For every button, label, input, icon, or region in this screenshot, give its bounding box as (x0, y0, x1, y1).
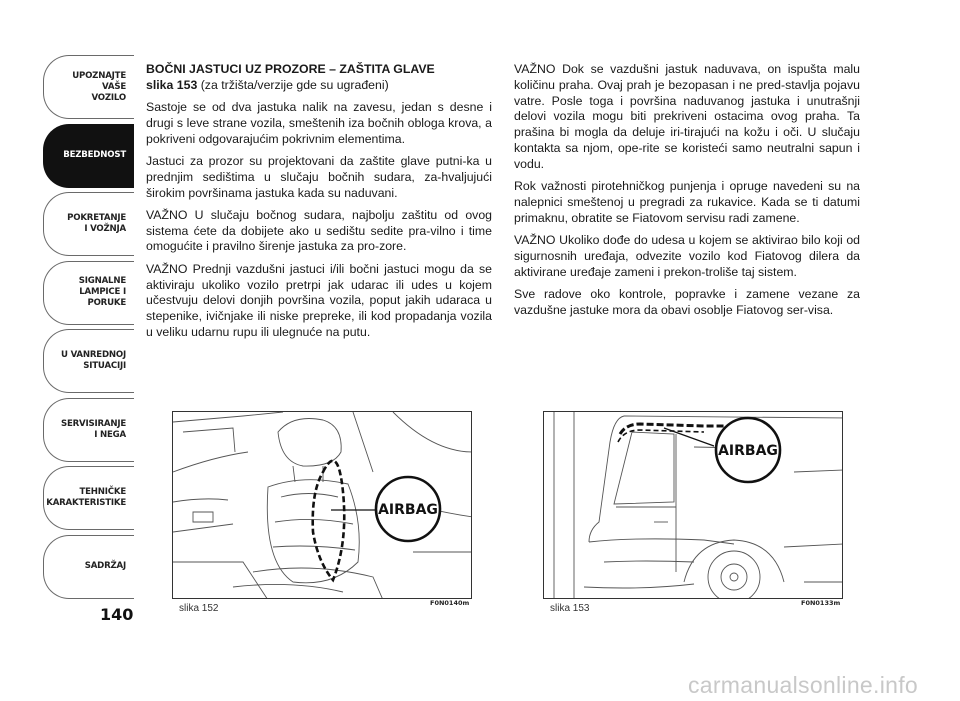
paragraph: Sastoje se od dva jastuka nalik na zavesu, jedan s desne i drugi s leve strane vozila, smeštenih iza bočnih obloga krova, a pokriveni odgovarajućim pokrivnim elementima. (146, 100, 492, 146)
figure-reference-link[interactable]: slika 153 (146, 77, 198, 92)
paragraph: VAŽNO U slučaju bočnog sudara, najbolju zaštitu od ovog sistema ćete da dobijete ako u sedištu sedite pra-vilno i time omogućite i pravilno širenje jastuka za pro-zore. (146, 207, 492, 254)
site-watermark: carmanualsonline.info (687, 672, 918, 698)
paragraph: VAŽNO Prednji vazdušni jastuci i/ili bočni jastuci mogu da se aktiviraju ukoliko vozilo pretrpi jak udarac ili udes u kojem učestvuju delovi donjih površina vozila, poput jakih udaraca u stepenike, ivičnjake ili niske prepreke, ili kod propadanja vozila u veliku udarnu rupu ili ulegnuće na putu. (146, 261, 492, 339)
left-column (146, 62, 492, 347)
figure-reference-note: (za tržišta/verzije gde su ugrađeni) (197, 77, 389, 92)
airbag-pointer-line (664, 428, 714, 446)
figure-caption: slika 152 (179, 603, 219, 614)
section-heading: BOČNI JASTUCI UZ PROZORE – ZAŠTITA GLAVE (146, 62, 435, 76)
paragraph: VAŽNO Ukoliko dođe do udesa u kojem se aktivirao bilo koji od sigurnosnih uređaja, odvezite vozilo kod Fiatovog dilera da aktivirane uređaje zameni i prekon-troliše taj sistem. (514, 232, 860, 279)
paragraph: Rok važnosti pirotehničkog punjenja i opruge navedeni su na nalepnici smeštenoj u pregradi za rukavice. Kada se ti datumi primaknu, obratite se Fiatovom servisu radi zamene. (514, 179, 860, 225)
figure-van-airbag (543, 411, 843, 599)
van-illustration (544, 412, 843, 599)
tab-bezbednost[interactable]: BEZBEDNOST (43, 124, 134, 188)
figure-code: F0N0140m (430, 599, 470, 607)
tab-pokretanje-i-voznja[interactable]: POKRETANJE I VOŽNJA (43, 192, 134, 256)
right-column (514, 62, 860, 325)
paragraph: Jastuci za prozor su projektovani da zaštite glave putni-ka u prednjim sedištima u slučaju bočnih sudara, za-hvaljujući širokim površinama jastuka kada su naduvani. (146, 153, 492, 200)
figure-seat-airbag (172, 411, 472, 599)
tab-upoznajte-vase-vozilo[interactable]: UPOZNAJTE VAŠE VOZILO (43, 55, 134, 119)
paragraph: Sve radove oko kontrole, popravke i zamene vezane za vazdušne jastuke mora da obavi osoblje Fiatovog ser-visa. (514, 286, 860, 317)
figure-code: F0N0133m (801, 599, 841, 607)
airbag-label: AIRBAG (378, 502, 438, 518)
tab-servisiranje-i-nega[interactable]: SERVISIRANJE I NEGA (43, 398, 134, 462)
tab-signalne-lampice[interactable]: SIGNALNE LAMPICE I PORUKE (43, 261, 134, 325)
tab-tehnicke-karakteristike[interactable]: TEHNIČKE KARAKTERISTIKE (43, 466, 134, 530)
tab-u-vanrednoj-situaciji[interactable]: U VANREDNOJ SITUACIJI (43, 329, 134, 393)
page-number: 140 (100, 605, 134, 624)
airbag-label: AIRBAG (718, 443, 778, 459)
paragraph: VAŽNO Dok se vazdušni jastuk naduvava, on ispušta malu količinu praha. Ovaj prah je bezopasan i ne pred-stavlja pojavu vatre. Posle toga i površina naduvanog jastuka i unutrašnji delovi vozila mogu biti prekriveni ostacima ovog praha. Ta prašina bi mogla da deluje iri-tirajući na kožu i oči. U slučaju kontakta sa njom, ope-rite se koristeći samo neutralni sapun i vodu. (514, 62, 860, 171)
seat-illustration (173, 412, 472, 599)
tab-sadrzaj[interactable]: SADRŽAJ (43, 535, 134, 599)
section-tabs (43, 55, 134, 603)
figure-caption: slika 153 (550, 603, 590, 614)
figure-reference (146, 78, 492, 94)
